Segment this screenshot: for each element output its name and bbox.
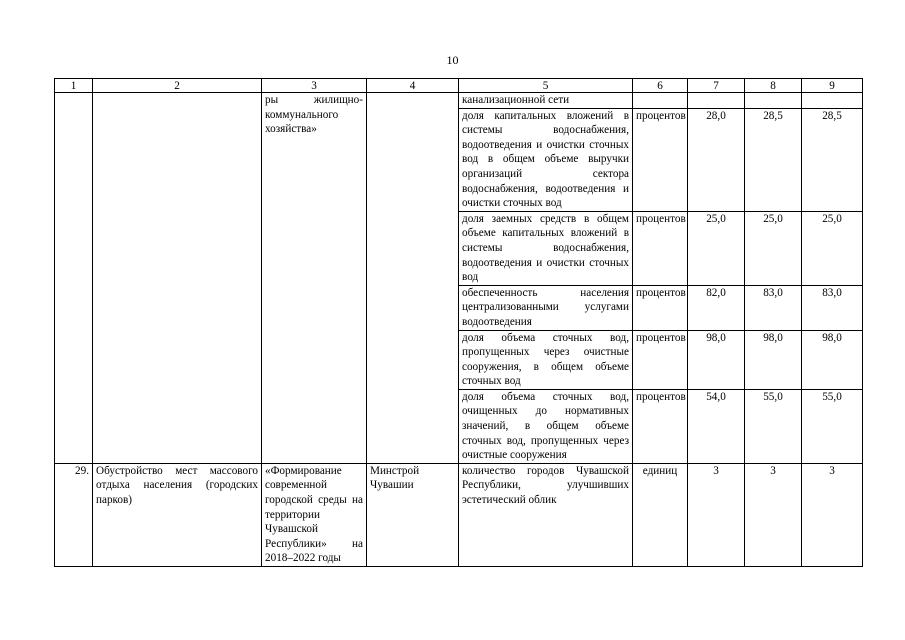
program-cell: «Формирование современной городской среды на территории Чувашской Республики» на 2018–2022 годы bbox=[262, 463, 367, 566]
header-cell-1: 1 bbox=[55, 79, 93, 93]
table-row-29 bbox=[55, 463, 863, 566]
value-col7: 82,0 bbox=[688, 285, 745, 330]
value-col7: 54,0 bbox=[688, 389, 745, 463]
value-col8: 25,0 bbox=[745, 211, 802, 285]
header-cell-5: 5 bbox=[459, 79, 633, 93]
indicator-text: доля капитальных вложений в системы водоснабжения, водоотведения и очистки сточных вод в общем объеме выручки организаций сектора водоснабжения, водоотведения и очистки сточных вод bbox=[459, 108, 633, 211]
header-cell-9: 9 bbox=[802, 79, 863, 93]
indicator-text: количество городов Чувашской Республики, улучшивших эстетический облик bbox=[459, 463, 633, 566]
row-number: 29. bbox=[55, 463, 93, 566]
value-col9: 28,5 bbox=[802, 108, 863, 211]
header-cell-6: 6 bbox=[633, 79, 688, 93]
indicator-unit: процентов bbox=[633, 211, 688, 285]
indicators-table bbox=[54, 78, 863, 567]
value-col8: 55,0 bbox=[745, 389, 802, 463]
page-number: 10 bbox=[446, 53, 459, 67]
indicator-unit: процентов bbox=[633, 389, 688, 463]
value-col8: 28,5 bbox=[745, 108, 802, 211]
measure-cell: Обустройство мест массового отдыха населения (городских парков) bbox=[93, 463, 262, 566]
header-cell-7: 7 bbox=[688, 79, 745, 93]
indicator-tail-cell: канализационной сети bbox=[459, 93, 633, 109]
header-cell-8: 8 bbox=[745, 79, 802, 93]
value-col7: 3 bbox=[688, 463, 745, 566]
value-col9: 98,0 bbox=[802, 330, 863, 389]
indicator-unit: единиц bbox=[633, 463, 688, 566]
value-col9: 25,0 bbox=[802, 211, 863, 285]
header-cell-4: 4 bbox=[367, 79, 459, 93]
value-col7: 25,0 bbox=[688, 211, 745, 285]
value-col9: 55,0 bbox=[802, 389, 863, 463]
value-col7: 98,0 bbox=[688, 330, 745, 389]
indicator-text: доля объема сточных вод, пропущенных через очистные сооружения, в общем объеме сточных вод bbox=[459, 330, 633, 389]
indicator-text: обеспеченность населения централизованными услугами водоотведения bbox=[459, 285, 633, 330]
indicator-unit: процентов bbox=[633, 108, 688, 211]
executor-cell: Минстрой Чувашии bbox=[367, 463, 459, 566]
table-header-row bbox=[55, 79, 863, 93]
value-col9: 83,0 bbox=[802, 285, 863, 330]
indicator-unit: процентов bbox=[633, 285, 688, 330]
program-tail-cell: ры жилищно-коммунального хозяйства» bbox=[262, 93, 367, 464]
value-col8: 3 bbox=[745, 463, 802, 566]
indicator-unit: процентов bbox=[633, 330, 688, 389]
header-cell-3: 3 bbox=[262, 79, 367, 93]
value-col7: 28,0 bbox=[688, 108, 745, 211]
value-col8: 98,0 bbox=[745, 330, 802, 389]
header-cell-2: 2 bbox=[93, 79, 262, 93]
table-row bbox=[55, 93, 863, 109]
indicator-text: доля объема сточных вод, очищенных до нормативных значений, в общем объеме сточных вод, пропущенных через очистные сооружения bbox=[459, 389, 633, 463]
indicator-text: доля заемных средств в общем объеме капитальных вложений в системы водоснабжения, водоотведения и очистки сточных вод bbox=[459, 211, 633, 285]
value-col9: 3 bbox=[802, 463, 863, 566]
value-col8: 83,0 bbox=[745, 285, 802, 330]
